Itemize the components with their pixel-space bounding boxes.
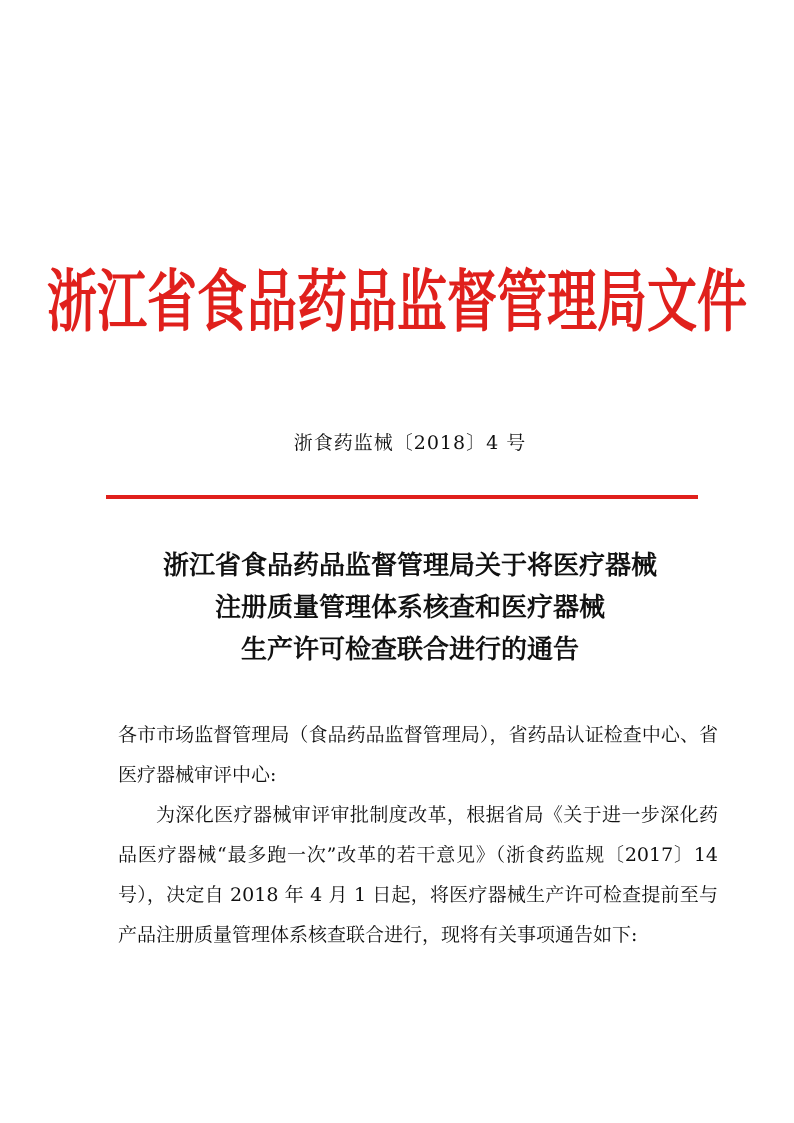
document-title-line-2: 注册质量管理体系核查和医疗器械 [214, 593, 605, 623]
document-body [118, 715, 718, 955]
document-title-line-1: 浙江省食品药品监督管理局关于将医疗器械 [162, 551, 657, 581]
document-number: 浙食药监械〔2018〕4 号 [293, 432, 527, 454]
document-title-line-3: 生产许可检查联合进行的通告 [240, 635, 579, 665]
document-title [0, 545, 794, 671]
masthead-title: 浙江省食品药品监督管理局文件 [47, 261, 747, 342]
salutation-paragraph: 各市市场监督管理局（食品药品监督管理局），省药品认证检查中心、省医疗器械审评中心: [118, 724, 718, 786]
body-paragraph-1: 为深化医疗器械审评审批制度改革，根据省局《关于进一步深化药品医疗器械“最多跑一次”改革的若干意见》（浙食药监规〔2017〕14 号），决定自 2018 年 4 月 1 日起，将医疗器械生产许可检查提前至与产品注册质量管理体系核查联合进行，现将有关事项通告如下: [118, 804, 718, 946]
red-divider-line [106, 495, 698, 499]
